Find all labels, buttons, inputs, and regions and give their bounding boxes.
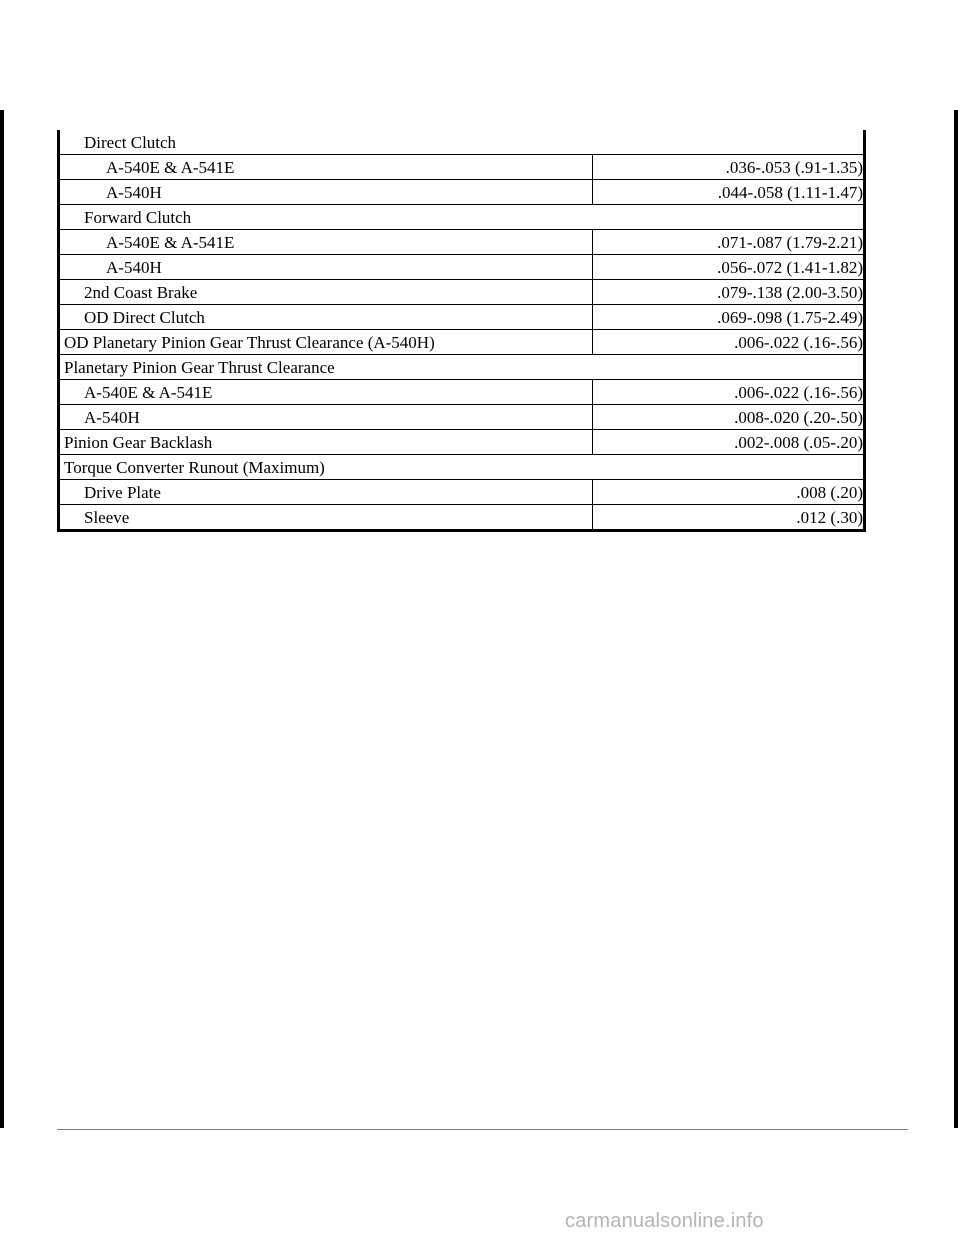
spec-value: .006-.022 (.16-.56) xyxy=(593,380,865,405)
spec-value: .069-.098 (1.75-2.49) xyxy=(593,305,865,330)
spec-row xyxy=(59,455,865,480)
spec-label: Pinion Gear Backlash xyxy=(59,430,593,455)
specifications-table xyxy=(57,130,866,532)
spec-value: .079-.138 (2.00-3.50) xyxy=(593,280,865,305)
spec-label: OD Direct Clutch xyxy=(59,305,593,330)
spec-row xyxy=(59,205,865,230)
spec-section-heading: Direct Clutch xyxy=(59,130,865,155)
spec-value: .008 (.20) xyxy=(593,480,865,505)
spec-value: .036-.053 (.91-1.35) xyxy=(593,155,865,180)
spec-row xyxy=(59,255,865,280)
spec-label: A-540E & A-541E xyxy=(59,230,593,255)
spec-value: .002-.008 (.05-.20) xyxy=(593,430,865,455)
watermark-text: carmanualsonline.info xyxy=(565,1210,764,1232)
spec-row xyxy=(59,355,865,380)
spec-row xyxy=(59,155,865,180)
footer-divider xyxy=(57,1129,908,1130)
spec-row xyxy=(59,330,865,355)
spec-row xyxy=(59,405,865,430)
spec-value: .008-.020 (.20-.50) xyxy=(593,405,865,430)
spec-label: A-540E & A-541E xyxy=(59,155,593,180)
spec-row xyxy=(59,430,865,455)
right-page-rule xyxy=(954,110,958,1128)
spec-label: A-540E & A-541E xyxy=(59,380,593,405)
spec-label: A-540H xyxy=(59,405,593,430)
spec-label: 2nd Coast Brake xyxy=(59,280,593,305)
spec-section-heading: Torque Converter Runout (Maximum) xyxy=(59,455,865,480)
spec-label: A-540H xyxy=(59,180,593,205)
spec-row xyxy=(59,380,865,405)
spec-value: .006-.022 (.16-.56) xyxy=(593,330,865,355)
spec-value: .044-.058 (1.11-1.47) xyxy=(593,180,865,205)
spec-section-heading: Forward Clutch xyxy=(59,205,865,230)
spec-section-heading: Planetary Pinion Gear Thrust Clearance xyxy=(59,355,865,380)
spec-value: .012 (.30) xyxy=(593,505,865,531)
left-page-rule xyxy=(0,110,4,1128)
spec-row xyxy=(59,505,865,531)
spec-label: Drive Plate xyxy=(59,480,593,505)
spec-label: A-540H xyxy=(59,255,593,280)
spec-label: OD Planetary Pinion Gear Thrust Clearance (A-540H) xyxy=(59,330,593,355)
spec-row xyxy=(59,280,865,305)
spec-row xyxy=(59,305,865,330)
specifications-table-body xyxy=(59,130,865,531)
spec-row xyxy=(59,480,865,505)
spec-label: Sleeve xyxy=(59,505,593,531)
spec-row xyxy=(59,230,865,255)
spec-value: .071-.087 (1.79-2.21) xyxy=(593,230,865,255)
spec-value: .056-.072 (1.41-1.82) xyxy=(593,255,865,280)
spec-row xyxy=(59,130,865,155)
spec-row xyxy=(59,180,865,205)
